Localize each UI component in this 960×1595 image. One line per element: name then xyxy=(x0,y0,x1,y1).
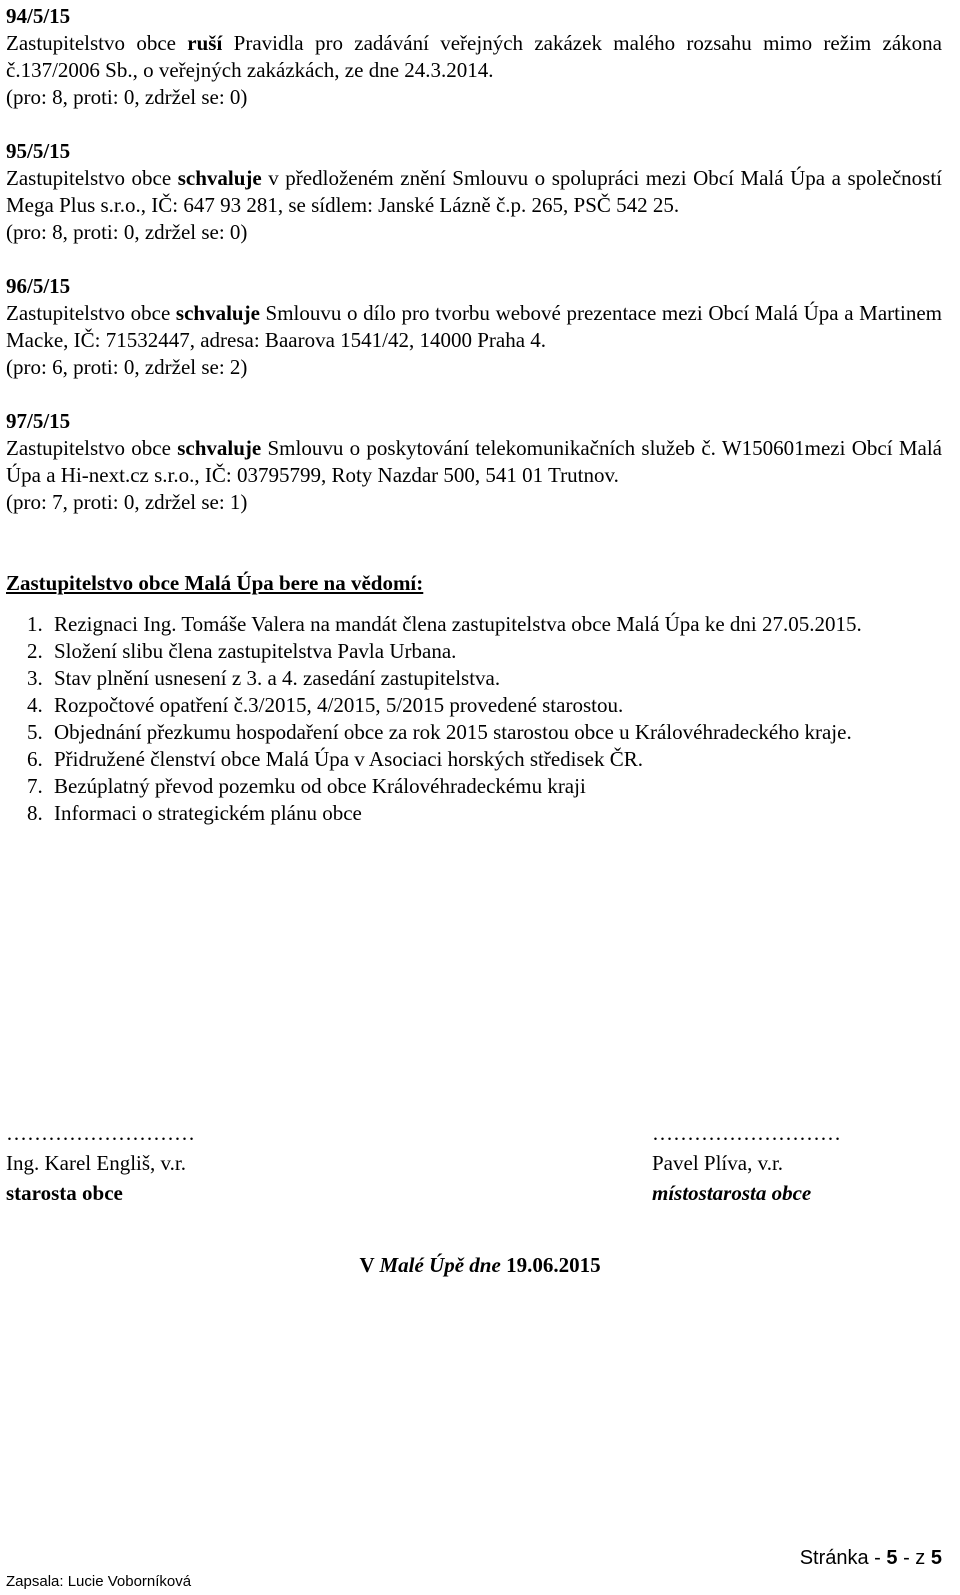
resolution-text-pre: Zastupitelstvo obce xyxy=(6,436,178,460)
resolution-text xyxy=(6,30,942,84)
list-item-number: 6. xyxy=(27,747,43,771)
resolution-text-post: Pravidla pro zadávání veřejných zakázek malého rozsahu mimo režim zákona č.137/2006 Sb., o veřejných zakázkách, ze dne 24.3.2014. xyxy=(6,31,942,82)
resolution-text-post: Smlouvu o dílo pro tvorbu webové prezentace mezi Obcí Malá Úpa a Martinem Macke, IČ: 71532447, adresa: Baarova 1541/42, 14000 Praha 4. xyxy=(6,301,942,352)
list-item-number: 8. xyxy=(27,801,43,825)
resolution-text-post: v předloženém znění Smlouvu o spolupráci mezi Obcí Malá Úpa a společností Mega Plus s.r.o., IČ: 647 93 281, se sídlem: Janské Lázně č.p. 265, PSČ 542 25. xyxy=(6,166,942,217)
list-item-text: Přidružené členství obce Malá Úpa v Asociaci horských středisek ČR. xyxy=(54,747,644,771)
place-prefix: V xyxy=(359,1253,380,1277)
list-item-number: 4. xyxy=(27,693,43,717)
place-name: Malé Úpě dne xyxy=(379,1253,501,1277)
list-item-number: 5. xyxy=(27,720,43,744)
resolution-text xyxy=(6,300,942,354)
document-page xyxy=(6,3,942,827)
date: 19.06.2015 xyxy=(500,1253,601,1277)
vote-result: (pro: 7, proti: 0, zdržel se: 1) xyxy=(6,490,248,514)
signature-mayor xyxy=(6,1118,195,1208)
signature-line: ……………………… xyxy=(652,1121,841,1145)
list-item xyxy=(6,638,942,665)
list-item-text: Objednání přezkumu hospodaření obce za rok 2015 starostou obce u Královéhradeckého kraje. xyxy=(54,720,852,744)
resolution-text-post: Smlouvu o poskytování telekomunikačních služeb č. W150601mezi Obcí Malá Úpa a Hi-next.cz s.r.o., IČ: 03795799, Roty Nazdar 500, 541 01 Trutnov. xyxy=(6,436,942,487)
list-item xyxy=(6,665,942,692)
list-item-number: 7. xyxy=(27,774,43,798)
vote-result: (pro: 8, proti: 0, zdržel se: 0) xyxy=(6,85,248,109)
signature-name: Ing. Karel Engliš, v.r. xyxy=(6,1151,187,1175)
resolution-95 xyxy=(6,138,942,246)
notes-heading: Zastupitelstvo obce Malá Úpa bere na vědomí: xyxy=(6,571,424,595)
page-number xyxy=(800,1545,942,1572)
list-item-text: Bezúplatný převod pozemku od obce Královéhradeckému kraji xyxy=(54,774,586,798)
resolution-number: 96/5/15 xyxy=(6,274,71,298)
list-item xyxy=(6,773,942,800)
resolution-text xyxy=(6,165,942,219)
notes-list xyxy=(6,611,942,827)
vote-result: (pro: 8, proti: 0, zdržel se: 0) xyxy=(6,220,248,244)
place-and-date xyxy=(0,1252,960,1279)
page-number-total: 5 xyxy=(930,1547,942,1569)
list-item-text: Rezignaci Ing. Tomáše Valera na mandát člena zastupitelstva obce Malá Úpa ke dni 27.05.2015. xyxy=(54,612,862,636)
signature-deputy-mayor xyxy=(652,1118,841,1208)
resolution-verb: schvaluje xyxy=(175,301,260,325)
resolution-verb: schvaluje xyxy=(177,166,262,190)
resolution-96 xyxy=(6,273,942,381)
list-item xyxy=(6,800,942,827)
list-item-text: Informaci o strategickém plánu obce xyxy=(54,801,362,825)
list-item xyxy=(6,611,942,638)
resolution-text xyxy=(6,435,942,489)
resolution-text-pre: Zastupitelstvo obce xyxy=(6,166,178,190)
notes-section xyxy=(6,570,942,827)
signature-role: místostarosta obce xyxy=(652,1181,812,1205)
author-note: Zapsala: Lucie Voborníková xyxy=(6,1573,192,1590)
signature-line: ……………………… xyxy=(6,1121,195,1145)
resolution-number: 97/5/15 xyxy=(6,409,71,433)
resolution-97 xyxy=(6,408,942,516)
signature-role: starosta obce xyxy=(6,1181,123,1205)
list-item xyxy=(6,719,942,746)
list-item-text: Složení slibu člena zastupitelstva Pavla Urbana. xyxy=(54,639,457,663)
resolution-number: 95/5/15 xyxy=(6,139,71,163)
list-item xyxy=(6,692,942,719)
list-item-number: 1. xyxy=(27,612,43,636)
list-item-text: Rozpočtové opatření č.3/2015, 4/2015, 5/2015 provedené starostou. xyxy=(54,693,624,717)
list-item-number: 2. xyxy=(27,639,43,663)
resolution-verb: ruší xyxy=(187,31,223,55)
resolution-verb: schvaluje xyxy=(177,436,262,460)
page-number-prefix: Stránka - xyxy=(799,1547,887,1569)
resolution-text-pre: Zastupitelstvo obce xyxy=(6,31,188,55)
signature-name: Pavel Plíva, v.r. xyxy=(652,1151,784,1175)
vote-result: (pro: 6, proti: 0, zdržel se: 2) xyxy=(6,355,248,379)
list-item-number: 3. xyxy=(27,666,43,690)
page-number-current: 5 xyxy=(886,1547,898,1569)
resolution-text-pre: Zastupitelstvo obce xyxy=(6,301,176,325)
resolution-94 xyxy=(6,3,942,111)
list-item-text: Stav plnění usnesení z 3. a 4. zasedání zastupitelstva. xyxy=(54,666,501,690)
resolution-number: 94/5/15 xyxy=(6,4,71,28)
list-item xyxy=(6,746,942,773)
page-number-middle: - z xyxy=(897,1547,931,1569)
